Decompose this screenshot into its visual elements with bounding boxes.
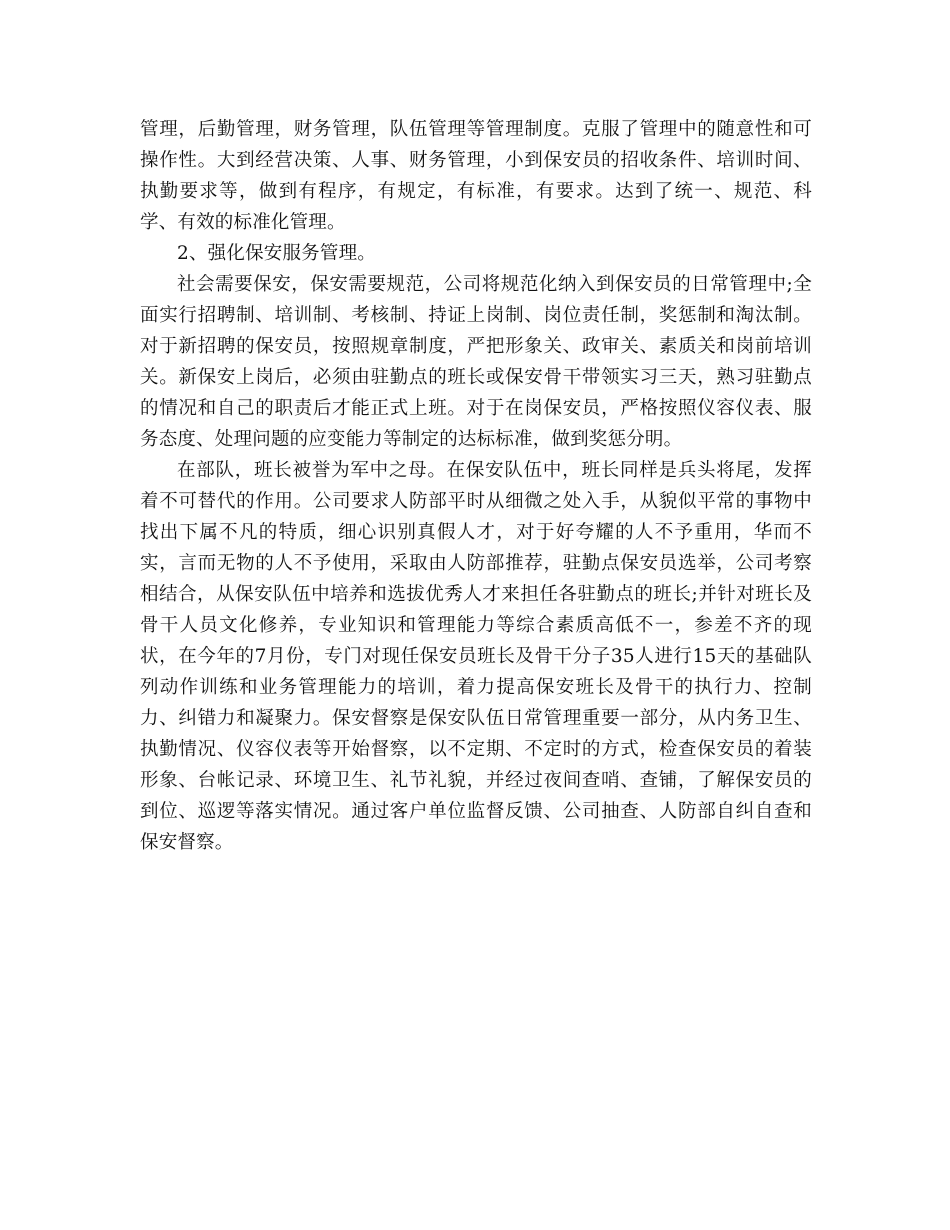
- paragraph-team-leaders: 在部队，班长被誉为军中之母。在保安队伍中，班长同样是兵头将尾，发挥着不可替代的作用。公司要求人防部平时从细微之处入手，从貌似平常的事物中找出下属不凡的特质，细心识别真假人才，对于好夸耀的人不予重用，华而不实，言而无物的人不予使用，采取由人防部推荐，驻勤点保安员选举，公司考察相结合，从保安队伍中培养和选拔优秀人才来担任各驻勤点的班长;并针对班长及骨干人员文化修养，专业知识和管理能力等综合素质高低不一，参差不齐的现状，在今年的7月份，专门对现任保安员班长及骨干分子35人进行15天的基础队列动作训练和业务管理能力的培训，着力提高保安班长及骨干的执行力、控制力、纠错力和凝聚力。保安督察是保安队伍日常管理重要一部分，从内务卫生、执勤情况、仪容仪表等开始督察，以不定期、不定时的方式，检查保安员的着装形象、台帐记录、环境卫生、礼节礼貌，并经过夜间查哨、查铺，了解保安员的到位、巡逻等落实情况。通过客户单位监督反馈、公司抽查、人防部自纠自查和保安督察。: [140, 460, 812, 853]
- paragraph-management-systems: 管理，后勤管理，财务管理，队伍管理等管理制度。克服了管理中的随意性和可操作性。大到经营决策、人事、财务管理，小到保安员的招收条件、培训时间、执勤要求等，做到有程序，有规定，有标准，有要求。达到了统一、规范、科学、有效的标准化管理。: [140, 119, 812, 233]
- section-heading-security-service: 2、强化保安服务管理。: [177, 243, 376, 264]
- paragraph-standardization: 社会需要保安，保安需要规范，公司将规范化纳入到保安员的日常管理中;全面实行招聘制、培训制、考核制、持证上岗制、岗位责任制，奖惩制和淘汰制。对于新招聘的保安员，按照规章制度，严把形象关、政审关、素质关和岗前培训关。新保安上岗后，必须由驻勤点的班长或保安骨干带领实习三天，熟习驻勤点的情况和自己的职责后才能正式上班。对于在岗保安员，严格按照仪容仪表、服务态度、处理问题的应变能力等制定的达标标准，做到奖惩分明。: [140, 274, 812, 450]
- document-body: [140, 114, 812, 858]
